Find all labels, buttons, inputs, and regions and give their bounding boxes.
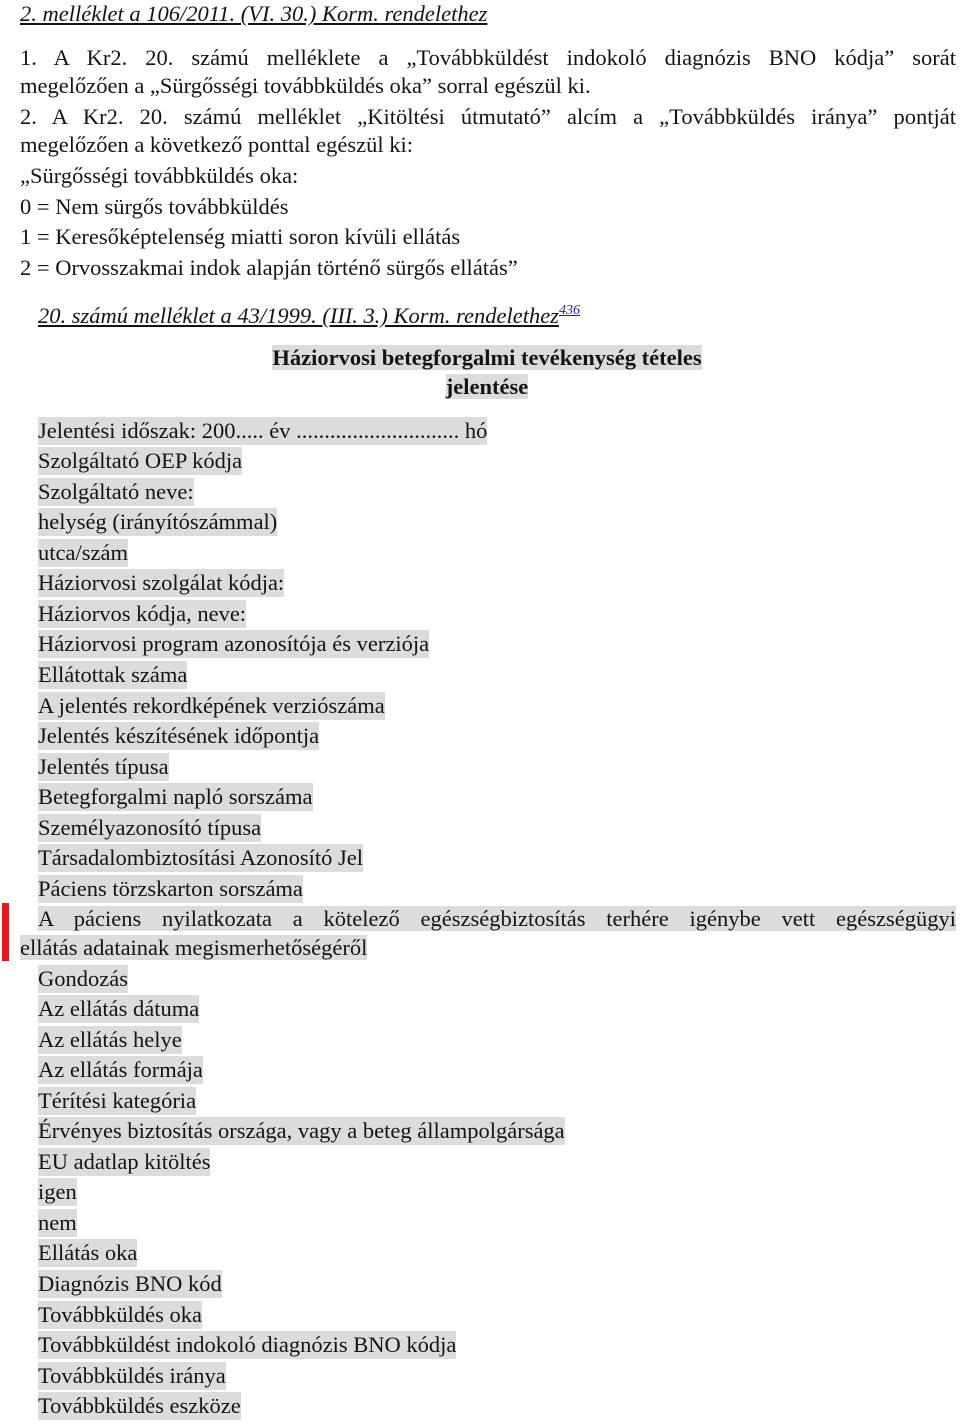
field-care-date: Az ellátás dátuma	[38, 996, 200, 1021]
annex-reference-text: 20. számú melléklet a 43/1999. (III. 3.) Korm. rendelethez	[38, 303, 559, 328]
code-option-0: 0 = Nem sürgős továbbküldés	[20, 194, 289, 219]
footnote-link[interactable]: 436	[558, 303, 580, 318]
amendment-reference: 2. melléklet a 106/2011. (VI. 30.) Korm. rendelethez	[20, 1, 488, 26]
amendment-item-2-line-1: 2. A Kr2. 20. számú melléklet „Kitöltési útmutató” alcím a „Továbbküldés iránya” pontját	[20, 104, 956, 129]
field-no: nem	[38, 1210, 77, 1235]
field-care-place: Az ellátás helye	[38, 1027, 182, 1052]
field-eu-form: EU adatlap kitöltés	[38, 1149, 211, 1174]
field-care-reason: Ellátás oka	[38, 1240, 138, 1265]
amendment-item-1-line-2: megelőzően a „Sürgősségi továbbküldés oka” sorral egészül ki.	[20, 73, 591, 98]
field-provider-oep-code: Szolgáltató OEP kódja	[38, 448, 243, 473]
field-gp-service-code: Háziorvosi szolgálat kódja:	[38, 570, 285, 595]
field-gp-program-id: Háziorvosi program azonosítója és verziója	[38, 631, 430, 656]
field-referral-diagnosis-bno: Továbbküldést indokoló diagnózis BNO kódja	[38, 1332, 457, 1357]
amendment-item-1-line-1: 1. A Kr2. 20. számú melléklete a „Továbbküldést indokoló diagnózis BNO kódja” sorát	[20, 45, 956, 70]
annex-reference	[38, 297, 580, 330]
field-record-version: A jelentés rekordképének verziószáma	[38, 693, 385, 718]
field-reporting-period: Jelentési időszak: 200..... év ............................. hó	[38, 418, 488, 443]
field-referral-direction: Továbbküldés iránya	[38, 1363, 226, 1388]
code-option-1: 1 = Keresőképtelenség miatti soron kívüli ellátás	[20, 224, 461, 249]
field-report-time: Jelentés készítésének időpontja	[38, 723, 320, 748]
field-insurance-country: Érvényes biztosítás országa, vagy a beteg állampolgársága	[38, 1118, 565, 1143]
field-diagnosis-bno: Diagnózis BNO kód	[38, 1271, 222, 1296]
field-provider-name: Szolgáltató neve:	[38, 479, 194, 504]
field-patient-record-serial: Páciens törzskarton sorszáma	[38, 876, 303, 901]
field-patients-count: Ellátottak száma	[38, 662, 188, 687]
field-fee-category: Térítési kategória	[38, 1088, 197, 1113]
field-report-type: Jelentés típusa	[38, 754, 169, 779]
field-street-number: utca/szám	[38, 540, 128, 565]
statement-line-2: ellátás adatainak megismerhetőségéről	[20, 935, 368, 960]
statement-line-1: A páciens nyilatkozata a kötelező egészségbiztosítás terhére igénybe vett egészségügyi	[38, 906, 956, 931]
code-option-2: 2 = Orvosszakmai indok alapján történő sürgős ellátás”	[20, 255, 518, 280]
field-log-serial: Betegforgalmi napló sorszáma	[38, 784, 313, 809]
field-care-form: Az ellátás formája	[38, 1057, 203, 1082]
quoted-point-title: „Sürgősségi továbbküldés oka:	[20, 163, 299, 188]
field-care: Gondozás	[38, 966, 128, 991]
form-title-line-2: jelentése	[445, 374, 529, 399]
field-referral-means: Továbbküldés eszköze	[38, 1393, 241, 1418]
change-bar	[2, 903, 9, 961]
field-id-type: Személyazonosító típusa	[38, 815, 262, 840]
field-taj: Társadalombiztosítási Azonosító Jel	[38, 845, 363, 870]
amendment-item-2-line-2: megelőzően a következő ponttal egészül ki:	[20, 132, 413, 157]
form-title-line-1: Háziorvosi betegforgalmi tevékenység tételes	[272, 345, 702, 370]
field-locality: helység (irányítószámmal)	[38, 509, 278, 534]
field-yes: igen	[38, 1179, 77, 1204]
field-referral-reason: Továbbküldés oka	[38, 1302, 203, 1327]
field-gp-code-name: Háziorvos kódja, neve:	[38, 601, 247, 626]
